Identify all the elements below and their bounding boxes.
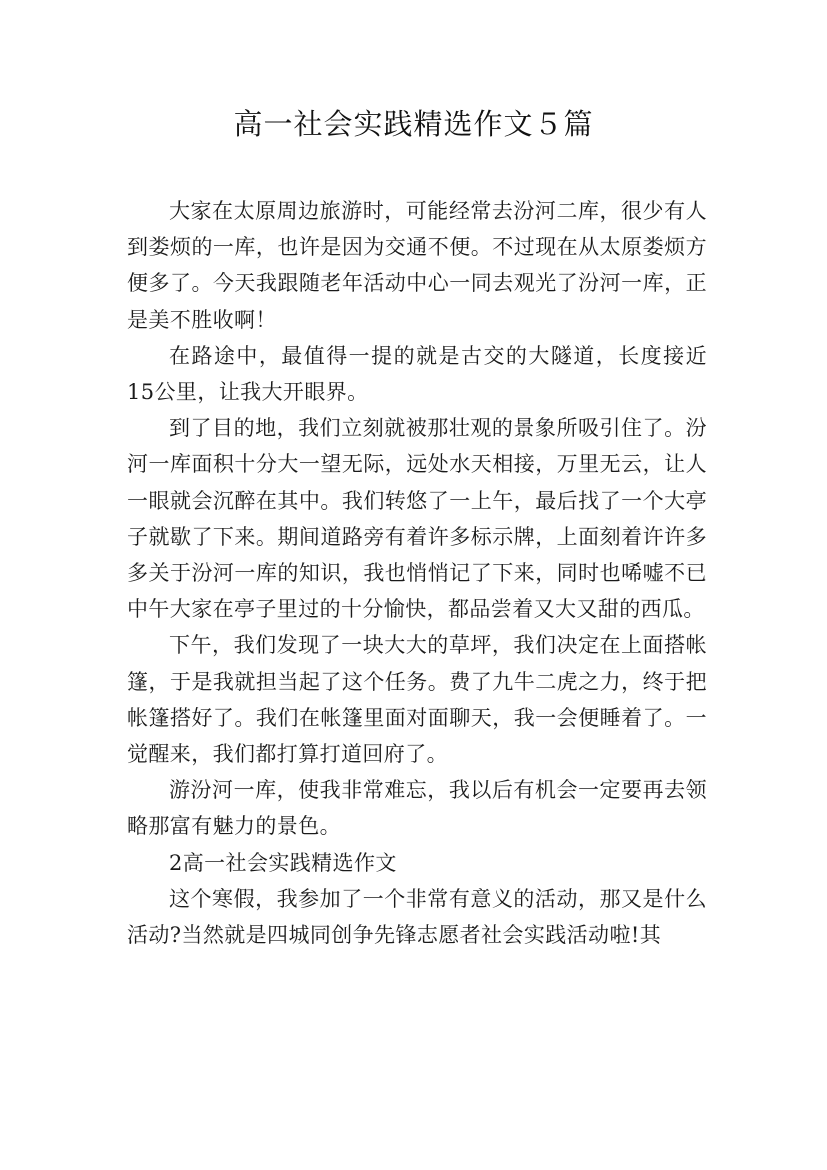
paragraph: 在路途中，最值得一提的就是古交的大隧道，长度接近15公里，让我大开眼界。: [127, 343, 707, 405]
document-body: [127, 193, 707, 953]
paragraph: 下午，我们发现了一块大大的草坪，我们决定在上面搭帐篷，于是我就担当起了这个任务。费了九牛二虎之力，终于把帐篷搭好了。我们在帐篷里面对面聊天，我一会便睡着了。一觉醒来，我们都打算打道回府了。: [127, 633, 707, 767]
paragraph: 游汾河一库，使我非常难忘，我以后有机会一定要再去领略那富有魅力的景色。: [127, 778, 707, 839]
document-title: 高一社会实践精选作文５篇: [233, 107, 594, 141]
section-heading: 2高一社会实践精选作文: [169, 850, 397, 875]
paragraph: 这个寒假，我参加了一个非常有意义的活动，那又是什么活动?当然就是四城同创争先锋志愿者社会实践活动啦!其: [127, 886, 707, 948]
paragraph: 大家在太原周边旅游时，可能经常去汾河二库，很少有人到娄烦的一库，也许是因为交通不便。不过现在从太原娄烦方便多了。今天我跟随老年活动中心一同去观光了汾河一库，正是美不胜收啊！: [127, 199, 707, 332]
paragraph: 到了目的地，我们立刻就被那壮观的景象所吸引住了。汾河一库面积十分大一望无际，远处水天相接，万里无云，让人一眼就会沉醉在其中。我们转悠了一上午，最后找了一个大亭子就歇了下来。期间道路旁有着许多标示牌，上面刻着许许多多关于汾河一库的知识，我也悄悄记了下来，同时也唏嘘不已中午大家在亭子里过的十分愉快，都品尝着又大又甜的西瓜。: [127, 416, 707, 622]
